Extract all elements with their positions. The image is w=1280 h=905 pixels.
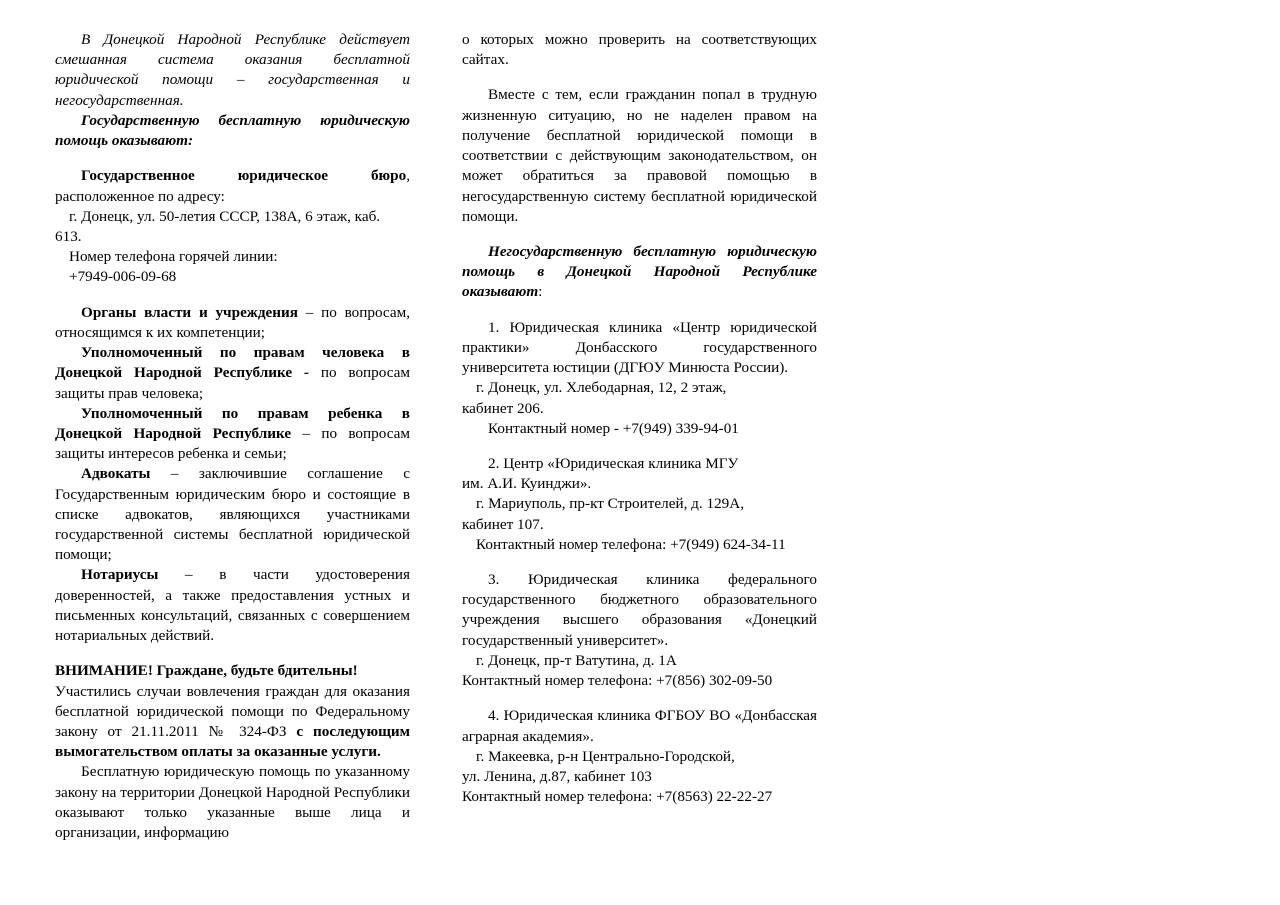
- provider-item: [55, 404, 410, 465]
- right-column: [462, 30, 817, 807]
- two-column-layout: [55, 30, 1225, 843]
- left-column: [55, 30, 410, 843]
- clinic-contact: Контактный номер - +7(949) 339-94-01: [488, 419, 739, 437]
- warning-paragraph: [55, 682, 410, 763]
- spacer: [462, 555, 817, 570]
- provider-item: [55, 303, 410, 343]
- nonstate-aid-heading-colon: :: [538, 283, 543, 301]
- warning-heading-text: ВНИМАНИЕ! Граждане, будьте бдительны!: [55, 662, 358, 680]
- hotline-number: +7949-006-09-68: [69, 268, 177, 286]
- provider-desc: – по вопросам, относящимся к их компетенции;: [55, 303, 410, 341]
- continuation-paragraph: о которых можно проверить на соответствующих сайтах.: [462, 31, 817, 69]
- provider-label: Уполномоченный по правам человека в Донецкой Народной Республике -: [55, 344, 410, 382]
- spacer: [55, 288, 410, 303]
- clinic-contact: Контактный номер телефона: +7(949) 624-34-11: [476, 535, 786, 553]
- warning-text-part1: Участились случаи вовлечения граждан для оказания бесплатной юридической помощи по Федеральному закону от 21.11.2011 № 324-ФЗ: [55, 682, 410, 740]
- clinic-address: г. Донецк, пр-т Ватутина, д. 1А: [476, 651, 677, 669]
- clinic-address: г. Макеевка, р-н Центрально-Городской,: [476, 747, 735, 765]
- clinic-title: 2. Центр «Юридическая клиника МГУ: [488, 454, 739, 472]
- clinic-contact: Контактный номер телефона: +7(856) 302-09-50: [462, 672, 773, 690]
- clinic-address-line2: кабинет 107.: [462, 515, 544, 533]
- clinic-title-line2: им. А.И. Куинджи».: [462, 475, 592, 493]
- difficult-situation-paragraph: Вместе с тем, если гражданин попал в трудную жизненную ситуацию, но не наделен правом на получение бесплатной юридической помощи в соответствии с действующим законодательством, он может обратиться за правовой помощью в негосударственную систему бесплатной юридической помощи.: [462, 86, 817, 225]
- provider-label: Адвокаты: [81, 465, 151, 483]
- hotline-label: Номер телефона горячей линии:: [69, 248, 278, 266]
- warning-text-bold: с последующим вымогательством оплаты за оказанные услуги.: [55, 723, 410, 761]
- spacer: [462, 227, 817, 242]
- provider-item: [55, 343, 410, 404]
- warning-continuation: Бесплатную юридическую помощь по указанному закону на территории Донецкой Народной Республики оказывают только указанные выше лица и организации, информацию: [55, 763, 410, 842]
- spacer: [462, 439, 817, 454]
- spacer: [55, 646, 410, 661]
- spacer: [462, 303, 817, 318]
- clinic-title: 3. Юридическая клиника федерального государственного бюджетного образовательного учреждения высшего образования «Донецкий государственный университет».: [462, 571, 817, 649]
- provider-desc: по вопросам защиты прав человека;: [55, 364, 411, 402]
- provider-label: Нотариусы: [81, 566, 159, 584]
- spacer: [462, 70, 817, 85]
- provider-desc: – заключившие соглашение с Государственным юридическим бюро и состоящие в списке адвокатов, являющихся участниками государственной системы бесплатной юридической помощи;: [55, 465, 410, 564]
- provider-item: [55, 565, 410, 646]
- nonstate-aid-heading-text: Негосударственную бесплатную юридическую помощь в Донецкой Народной Республике оказывают: [462, 242, 817, 301]
- clinic-title: 4. Юридическая клиника ФГБОУ ВО «Донбасская аграрная академия».: [462, 707, 817, 745]
- warning-heading: [55, 661, 410, 681]
- provider-label: Уполномоченный по правам ребенка в Донецкой Народной Республике: [55, 404, 410, 442]
- bureau-address-lead: , расположенное по адресу:: [55, 167, 410, 205]
- clinic-address: г. Донецк, ул. Хлебодарная, 12, 2 этаж,: [476, 379, 727, 397]
- spacer: [462, 691, 817, 706]
- clinic-contact: Контактный номер телефона: +7(8563) 22-22-27: [462, 788, 773, 806]
- bureau-name: Государственное юридическое бюро: [81, 167, 407, 185]
- clinic-address-line2: кабинет 206.: [462, 399, 544, 417]
- bureau-paragraph: [55, 166, 410, 206]
- provider-desc: – в части удостоверения доверенностей, а также предоставления устных и письменных консультаций, связанных с совершением нотариальных действий.: [55, 566, 410, 645]
- provider-item: [55, 464, 410, 565]
- clinic-address: г. Мариуполь, пр-кт Строителей, д. 129А,: [476, 495, 745, 513]
- clinic-address-line2: ул. Ленина, д.87, кабинет 103: [462, 768, 652, 785]
- intro-paragraph: В Донецкой Народной Республике действует смешанная система оказания бесплатной юридической помощи – государственная и негосударственная.: [55, 31, 410, 109]
- provider-desc: – по вопросам защиты интересов ребенка и семьи;: [55, 424, 410, 463]
- clinic-title: 1. Юридическая клиника «Центр юридической практики» Донбасского государственного университета юстиции (ДГЮУ Минюста России).: [462, 318, 817, 377]
- bureau-address: г. Донецк, ул. 50-летия СССР, 138А, 6 этаж, каб. 613.: [55, 207, 381, 245]
- nonstate-aid-heading: [462, 242, 817, 303]
- spacer: [55, 151, 410, 166]
- provider-label: Органы власти и учреждения: [81, 303, 298, 321]
- state-aid-heading: Государственную бесплатную юридическую помощь оказывают:: [55, 111, 410, 150]
